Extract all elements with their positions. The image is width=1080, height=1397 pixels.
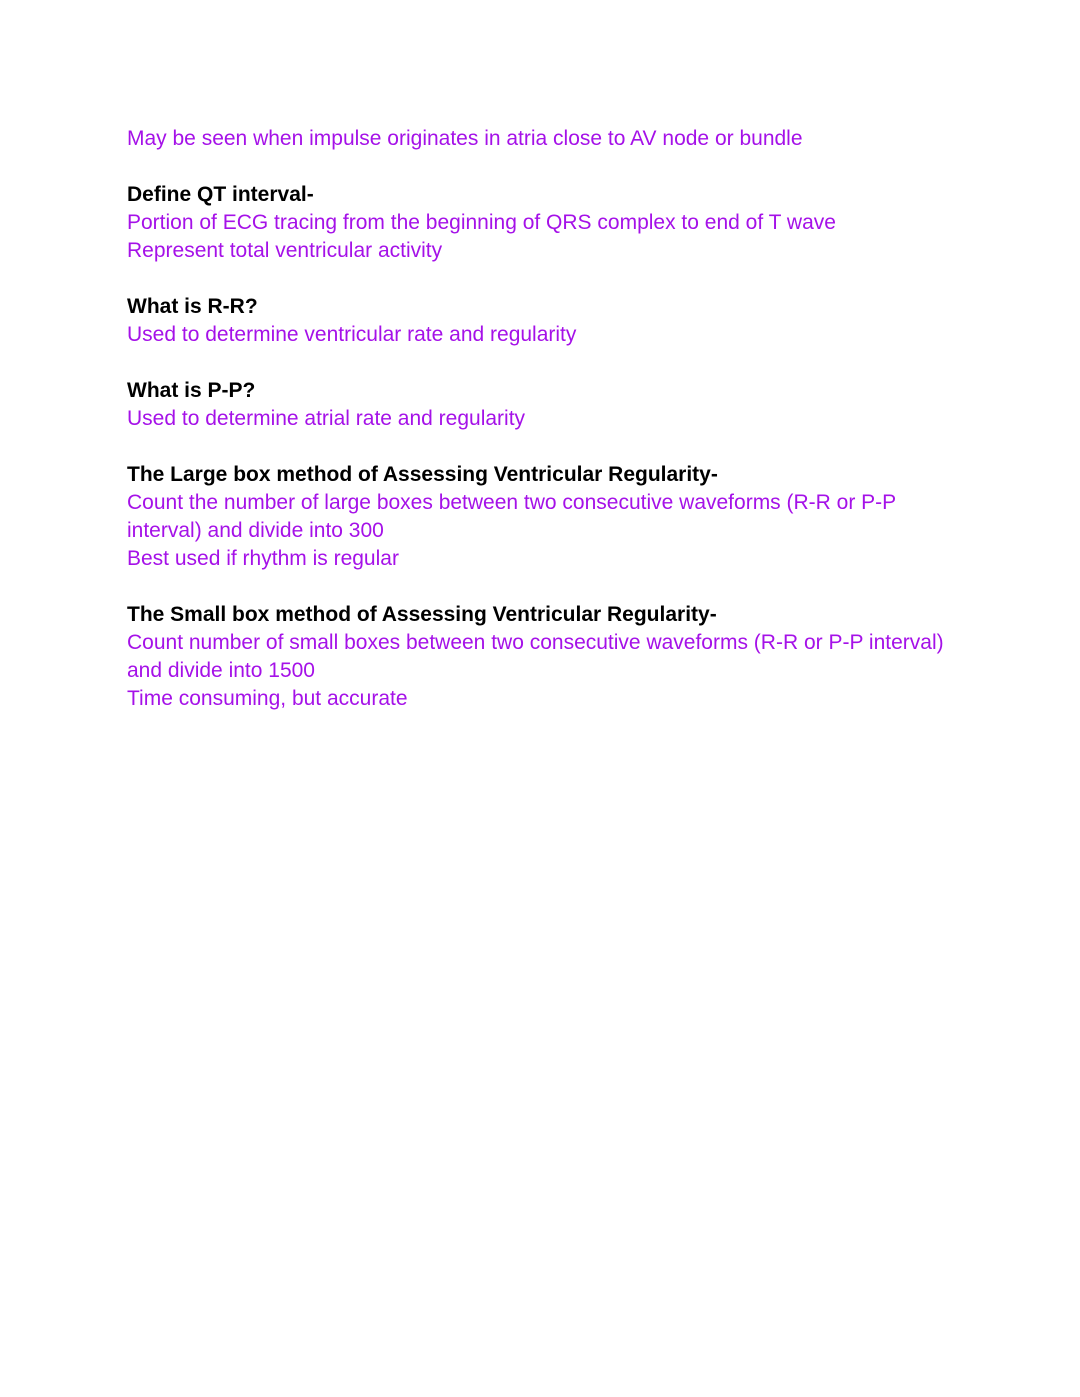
block-spacer: [127, 265, 1007, 293]
question-heading: Define QT interval-: [127, 183, 314, 206]
answer-line: Used to determine ventricular rate and regularity: [127, 323, 577, 346]
question-heading: The Small box method of Assessing Ventricular Regularity-: [127, 603, 717, 626]
question-heading: What is R-R?: [127, 295, 258, 318]
block-spacer: [127, 349, 1007, 377]
document-page: [127, 125, 1007, 713]
answer-line: Count the number of large boxes between two consecutive waveforms (R-R or P-P: [127, 491, 897, 514]
answer-line: Count number of small boxes between two consecutive waveforms (R-R or P-P interval): [127, 631, 944, 654]
note-block-r-r: [127, 293, 1007, 349]
answer-line: Portion of ECG tracing from the beginning of QRS complex to end of T wave: [127, 211, 836, 234]
question-heading: What is P-P?: [127, 379, 256, 402]
note-block-p-p: [127, 377, 1007, 433]
block-spacer: [127, 433, 1007, 461]
answer-line: interval) and divide into 300: [127, 519, 384, 542]
answer-line: May be seen when impulse originates in atria close to AV node or bundle: [127, 127, 803, 150]
block-spacer: [127, 153, 1007, 181]
answer-line: and divide into 1500: [127, 659, 315, 682]
note-block-small-box-method: [127, 601, 1007, 713]
answer-line: Used to determine atrial rate and regularity: [127, 407, 526, 430]
note-block-large-box-method: [127, 461, 1007, 573]
note-block-continuation: [127, 125, 1007, 153]
block-spacer: [127, 573, 1007, 601]
note-block-qt-interval: [127, 181, 1007, 265]
answer-line: Best used if rhythm is regular: [127, 547, 399, 570]
answer-line: Time consuming, but accurate: [127, 687, 408, 710]
answer-line: Represent total ventricular activity: [127, 239, 443, 262]
question-heading: The Large box method of Assessing Ventricular Regularity-: [127, 463, 718, 486]
